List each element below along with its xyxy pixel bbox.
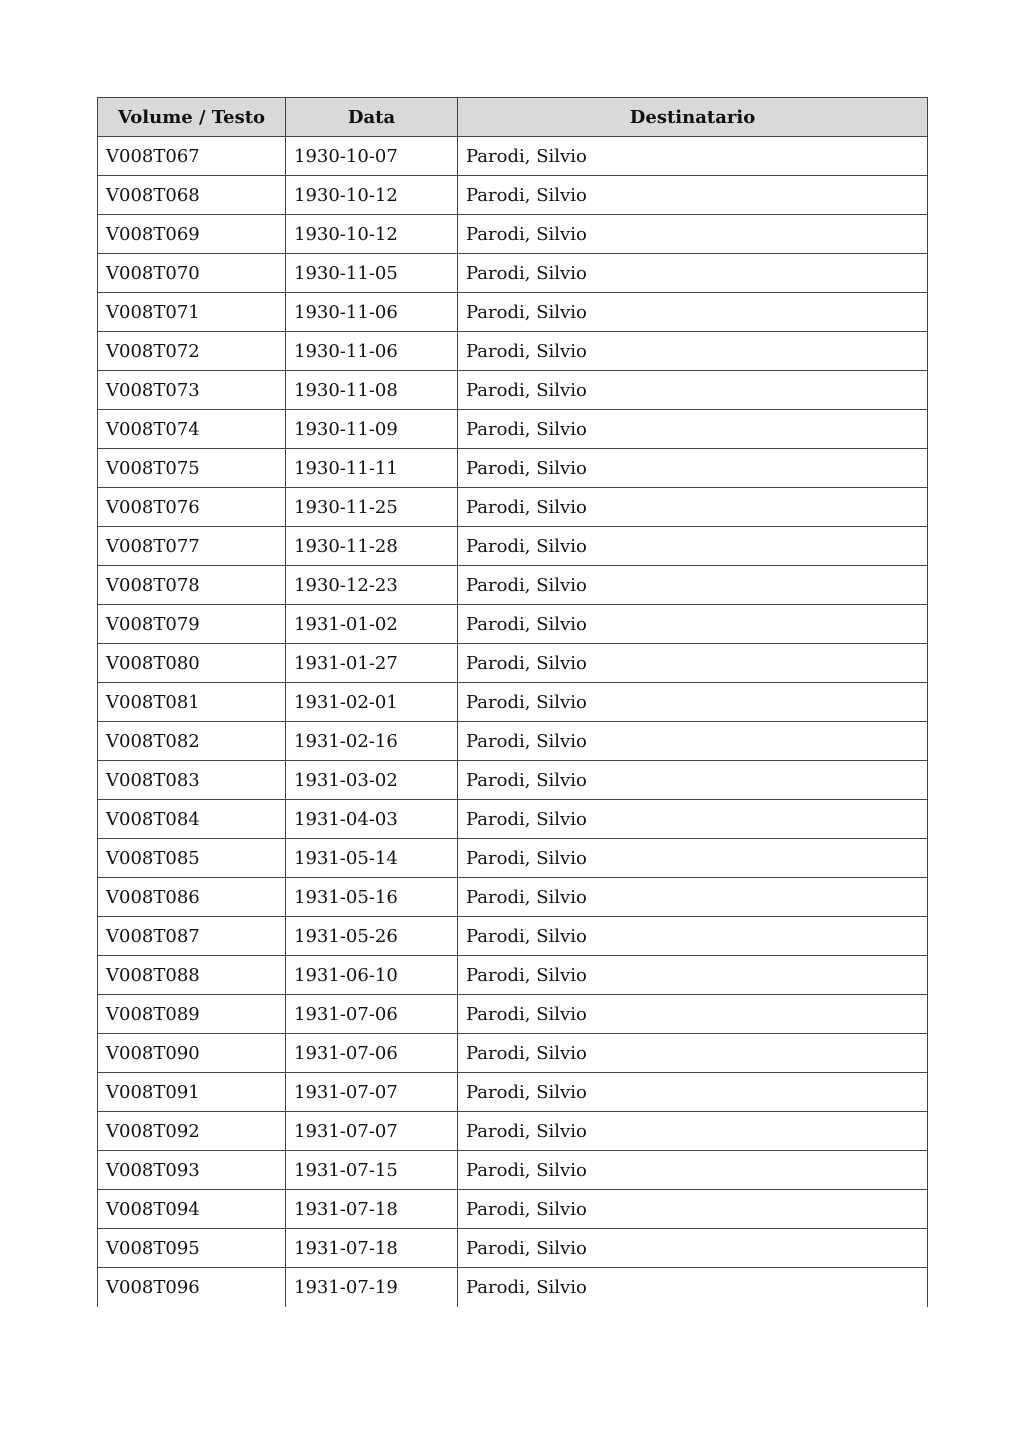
cell-data: 1931-03-02 — [286, 761, 458, 800]
cell-volume-testo: V008T070 — [98, 254, 286, 293]
cell-volume-testo: V008T073 — [98, 371, 286, 410]
cell-volume-testo: V008T068 — [98, 176, 286, 215]
cell-volume-testo: V008T074 — [98, 410, 286, 449]
cell-data: 1930-11-28 — [286, 527, 458, 566]
cell-volume-testo: V008T076 — [98, 488, 286, 527]
cell-volume-testo: V008T078 — [98, 566, 286, 605]
cell-destinatario: Parodi, Silvio — [458, 839, 928, 878]
cell-data: 1931-05-16 — [286, 878, 458, 917]
cell-volume-testo: V008T089 — [98, 995, 286, 1034]
table-row — [98, 293, 928, 332]
cell-volume-testo: V008T075 — [98, 449, 286, 488]
cell-destinatario: Parodi, Silvio — [458, 1034, 928, 1073]
table-row — [98, 917, 928, 956]
cell-volume-testo: V008T086 — [98, 878, 286, 917]
letters-table — [97, 97, 928, 1307]
cell-destinatario: Parodi, Silvio — [458, 254, 928, 293]
table-row — [98, 1034, 928, 1073]
cell-volume-testo: V008T081 — [98, 683, 286, 722]
cell-data: 1931-07-07 — [286, 1112, 458, 1151]
table-row — [98, 722, 928, 761]
cell-data: 1930-10-12 — [286, 176, 458, 215]
cell-destinatario: Parodi, Silvio — [458, 449, 928, 488]
cell-volume-testo: V008T091 — [98, 1073, 286, 1112]
table-row — [98, 605, 928, 644]
cell-volume-testo: V008T077 — [98, 527, 286, 566]
table-row — [98, 761, 928, 800]
column-header-data: Data — [286, 98, 458, 137]
cell-volume-testo: V008T080 — [98, 644, 286, 683]
cell-data: 1931-02-16 — [286, 722, 458, 761]
cell-destinatario: Parodi, Silvio — [458, 605, 928, 644]
cell-data: 1931-07-07 — [286, 1073, 458, 1112]
table-row — [98, 878, 928, 917]
table-row — [98, 332, 928, 371]
cell-destinatario: Parodi, Silvio — [458, 176, 928, 215]
table-row — [98, 449, 928, 488]
cell-data: 1930-11-09 — [286, 410, 458, 449]
cell-destinatario: Parodi, Silvio — [458, 410, 928, 449]
cell-volume-testo: V008T087 — [98, 917, 286, 956]
table-row — [98, 683, 928, 722]
cell-destinatario: Parodi, Silvio — [458, 995, 928, 1034]
cell-data: 1930-11-25 — [286, 488, 458, 527]
table-row — [98, 1229, 928, 1268]
cell-data: 1931-07-15 — [286, 1151, 458, 1190]
column-header-destinatario: Destinatario — [458, 98, 928, 137]
column-header-volume-testo: Volume / Testo — [98, 98, 286, 137]
table-row — [98, 410, 928, 449]
table-row — [98, 1112, 928, 1151]
table-row — [98, 1151, 928, 1190]
cell-data: 1931-05-26 — [286, 917, 458, 956]
cell-destinatario: Parodi, Silvio — [458, 1229, 928, 1268]
header-row — [98, 98, 928, 137]
table-row — [98, 1268, 928, 1307]
cell-destinatario: Parodi, Silvio — [458, 800, 928, 839]
cell-volume-testo: V008T088 — [98, 956, 286, 995]
cell-data: 1931-02-01 — [286, 683, 458, 722]
cell-destinatario: Parodi, Silvio — [458, 1112, 928, 1151]
cell-data: 1930-11-05 — [286, 254, 458, 293]
cell-destinatario: Parodi, Silvio — [458, 917, 928, 956]
table-row — [98, 956, 928, 995]
cell-destinatario: Parodi, Silvio — [458, 1151, 928, 1190]
cell-volume-testo: V008T069 — [98, 215, 286, 254]
cell-data: 1930-11-11 — [286, 449, 458, 488]
cell-destinatario: Parodi, Silvio — [458, 1073, 928, 1112]
table-row — [98, 527, 928, 566]
cell-data: 1930-10-12 — [286, 215, 458, 254]
cell-destinatario: Parodi, Silvio — [458, 1190, 928, 1229]
cell-destinatario: Parodi, Silvio — [458, 137, 928, 176]
cell-destinatario: Parodi, Silvio — [458, 1268, 928, 1307]
cell-destinatario: Parodi, Silvio — [458, 956, 928, 995]
table-row — [98, 176, 928, 215]
cell-volume-testo: V008T092 — [98, 1112, 286, 1151]
table-header — [98, 98, 928, 137]
table-row — [98, 488, 928, 527]
cell-volume-testo: V008T093 — [98, 1151, 286, 1190]
cell-data: 1931-01-02 — [286, 605, 458, 644]
table-row — [98, 137, 928, 176]
cell-data: 1931-06-10 — [286, 956, 458, 995]
table-row — [98, 566, 928, 605]
table-row — [98, 1190, 928, 1229]
cell-volume-testo: V008T094 — [98, 1190, 286, 1229]
cell-volume-testo: V008T079 — [98, 605, 286, 644]
table-body — [98, 137, 928, 1307]
cell-destinatario: Parodi, Silvio — [458, 566, 928, 605]
cell-destinatario: Parodi, Silvio — [458, 644, 928, 683]
cell-destinatario: Parodi, Silvio — [458, 527, 928, 566]
cell-data: 1930-12-23 — [286, 566, 458, 605]
table-row — [98, 254, 928, 293]
cell-destinatario: Parodi, Silvio — [458, 488, 928, 527]
cell-destinatario: Parodi, Silvio — [458, 761, 928, 800]
cell-data: 1931-04-03 — [286, 800, 458, 839]
cell-data: 1931-07-19 — [286, 1268, 458, 1307]
cell-data: 1930-11-06 — [286, 332, 458, 371]
cell-volume-testo: V008T083 — [98, 761, 286, 800]
cell-volume-testo: V008T071 — [98, 293, 286, 332]
table-row — [98, 644, 928, 683]
cell-destinatario: Parodi, Silvio — [458, 683, 928, 722]
cell-data: 1931-01-27 — [286, 644, 458, 683]
cell-data: 1931-07-06 — [286, 995, 458, 1034]
cell-destinatario: Parodi, Silvio — [458, 878, 928, 917]
cell-volume-testo: V008T096 — [98, 1268, 286, 1307]
cell-destinatario: Parodi, Silvio — [458, 293, 928, 332]
cell-volume-testo: V008T095 — [98, 1229, 286, 1268]
cell-destinatario: Parodi, Silvio — [458, 371, 928, 410]
cell-data: 1930-11-06 — [286, 293, 458, 332]
cell-data: 1931-05-14 — [286, 839, 458, 878]
cell-data: 1931-07-18 — [286, 1190, 458, 1229]
cell-volume-testo: V008T084 — [98, 800, 286, 839]
cell-data: 1930-11-08 — [286, 371, 458, 410]
cell-volume-testo: V008T072 — [98, 332, 286, 371]
cell-volume-testo: V008T067 — [98, 137, 286, 176]
cell-destinatario: Parodi, Silvio — [458, 215, 928, 254]
cell-volume-testo: V008T082 — [98, 722, 286, 761]
cell-volume-testo: V008T090 — [98, 1034, 286, 1073]
cell-volume-testo: V008T085 — [98, 839, 286, 878]
table-row — [98, 215, 928, 254]
cell-data: 1931-07-06 — [286, 1034, 458, 1073]
cell-destinatario: Parodi, Silvio — [458, 722, 928, 761]
cell-destinatario: Parodi, Silvio — [458, 332, 928, 371]
cell-data: 1931-07-18 — [286, 1229, 458, 1268]
table-row — [98, 1073, 928, 1112]
cell-data: 1930-10-07 — [286, 137, 458, 176]
table-row — [98, 800, 928, 839]
table-row — [98, 371, 928, 410]
table-row — [98, 995, 928, 1034]
table-row — [98, 839, 928, 878]
